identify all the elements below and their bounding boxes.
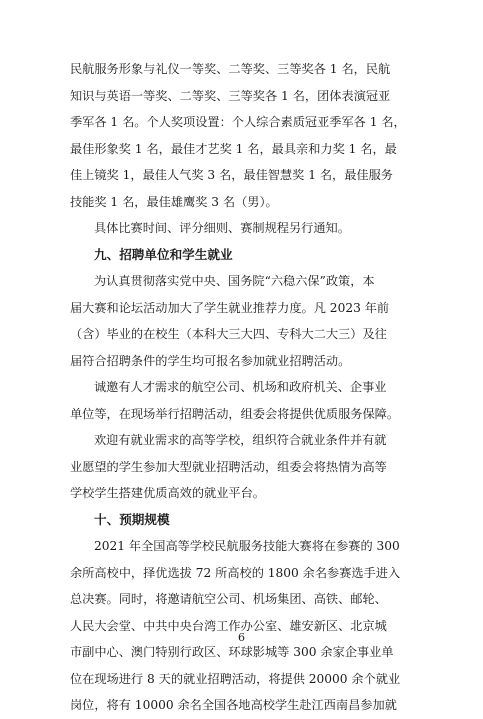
text-line: 学校学生搭建优质高效的就业平台。 <box>70 486 265 500</box>
text-line: 岗位，将有 10000 余名全国各地高校学生赴江西南昌参加就 <box>70 698 397 712</box>
text-line: 季军各 1 名。个人奖项设置：个人综合素质冠亚季军各 1 名， <box>70 115 406 129</box>
text-line: 最佳形象奖 1 名，最佳才艺奖 1 名，最具亲和力奖 1 名，最 <box>70 141 397 156</box>
text-line: 技能奖 1 名，最佳雄鹰奖 3 名（男）。 <box>70 194 278 209</box>
text-line: 2021 年全国高等学校民航服务技能大赛将在参赛的 300 <box>94 539 400 553</box>
text-line: 为认真贯彻落实党中央、国务院“六稳六保”政策，本 <box>94 274 375 288</box>
text-line: 总决赛。同时，将邀请航空公司、机场集团、高铁、邮轮、 <box>70 592 387 606</box>
text-line: 民航服务形象与礼仪一等奖、二等奖、三等奖各 1 名，民航 <box>70 62 391 76</box>
section-heading-ten: 十、预期规模 <box>94 511 170 527</box>
section-heading-nine: 九、招聘单位和学生就业 <box>94 246 233 262</box>
text-line: 届符合招聘条件的学生均可报名参加就业招聘活动。 <box>70 353 351 368</box>
text-line: 知识与英语一等奖、二等奖、三等奖各 1 名，团体表演冠亚 <box>70 88 391 103</box>
body-text <box>70 56 413 719</box>
text-line: 位在现场进行 8 天的就业招聘活动，将提供 20000 余个就业 <box>70 671 401 686</box>
text-line: 届大赛和论坛活动加大了学生就业推荐力度。凡 2023 年前 <box>70 300 390 315</box>
text-line: 人民大会堂、中共中央台湾工作办公室、雄安新区、北京城 <box>70 618 387 633</box>
text-line: 具体比赛时间、评分细则、赛制规程另行通知。 <box>94 221 350 235</box>
text-line: 市副中心、澳门特别行政区、环球影城等 300 余家企事业单 <box>70 645 394 659</box>
text-line: 单位等，在现场举行招聘活动，组委会将提供优质服务保障。 <box>70 406 400 421</box>
text-line: 欢迎有就业需求的高等学校，组织符合就业条件并有就 <box>94 433 387 447</box>
page-number: 6 <box>238 631 245 644</box>
text-line: 业愿望的学生参加大型就业招聘活动，组委会将热情为高等 <box>70 459 387 474</box>
text-line: 佳上镜奖 1，最佳人气奖 3 名，最佳智慧奖 1 名，最佳服务 <box>70 168 393 182</box>
text-line: 诚邀有人才需求的航空公司、机场和政府机关、企事业 <box>94 380 387 394</box>
text-line: 余所高校中，择优选拔 72 所高校的 1800 余名参赛选手进入 <box>70 565 401 580</box>
text-line: （含）毕业的在校生（本科大三大四、专科大二大三）及往 <box>70 327 387 341</box>
